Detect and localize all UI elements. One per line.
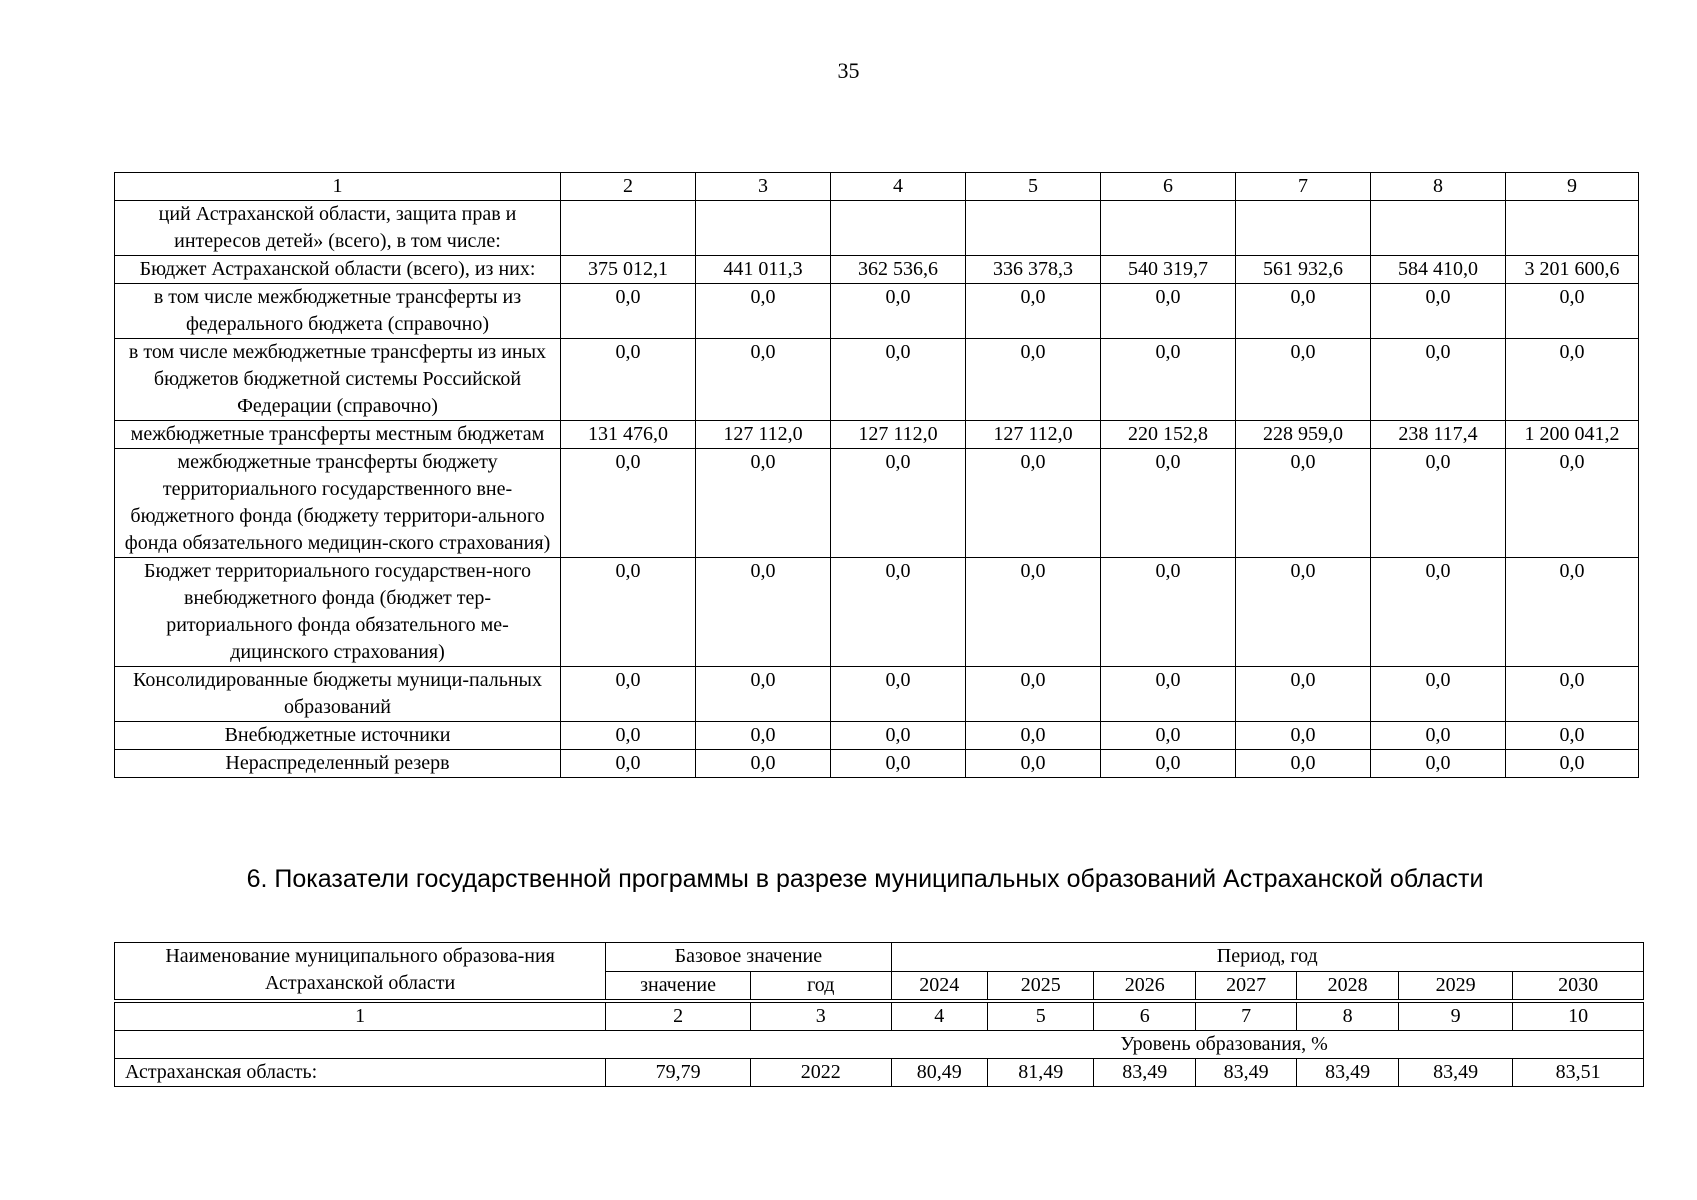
row-value: 228 959,0 bbox=[1236, 421, 1371, 449]
column-number-7: 7 bbox=[1195, 1003, 1296, 1031]
year-value: 80,49 bbox=[891, 1059, 987, 1087]
year-value: 83,49 bbox=[1398, 1059, 1513, 1087]
row-value: 441 011,3 bbox=[696, 256, 831, 284]
table-row bbox=[115, 449, 1639, 558]
year-header: 2030 bbox=[1513, 972, 1644, 1000]
row-label: Бюджет Астраханской области (всего), из них: bbox=[115, 256, 561, 284]
row-value: 0,0 bbox=[1506, 339, 1639, 421]
row-value: 0,0 bbox=[1371, 750, 1506, 778]
year-header: 2029 bbox=[1398, 972, 1513, 1000]
row-value: 127 112,0 bbox=[696, 421, 831, 449]
row-value: 1 200 041,2 bbox=[1506, 421, 1639, 449]
row-label: Внебюджетные источники bbox=[115, 722, 561, 750]
row-value: 0,0 bbox=[561, 667, 696, 722]
row-value: 0,0 bbox=[1236, 750, 1371, 778]
row-value: 0,0 bbox=[831, 449, 966, 558]
row-value: 0,0 bbox=[1101, 339, 1236, 421]
row-value: 0,0 bbox=[1101, 284, 1236, 339]
municipality-name: Астраханская область: bbox=[115, 1059, 606, 1087]
row-value: 0,0 bbox=[696, 284, 831, 339]
row-value: 0,0 bbox=[1236, 722, 1371, 750]
column-number-4: 4 bbox=[831, 173, 966, 201]
column-number-6: 6 bbox=[1094, 1003, 1195, 1031]
column-number-3: 3 bbox=[696, 173, 831, 201]
row-label: Консолидированные бюджеты муници-пальных образований bbox=[115, 667, 561, 722]
row-value: 0,0 bbox=[966, 558, 1101, 667]
column-number-2: 2 bbox=[561, 173, 696, 201]
year-header: 2024 bbox=[891, 972, 987, 1000]
year-header: 2027 bbox=[1195, 972, 1296, 1000]
row-value bbox=[831, 201, 966, 256]
row-label: межбюджетные трансферты бюджету территориального государственного вне-бюджетного фонда (бюджету территори-ального фонда обязательного медицин-ского страхования) bbox=[115, 449, 561, 558]
column-number-3: 3 bbox=[750, 1003, 891, 1031]
column-number-4: 4 bbox=[891, 1003, 987, 1031]
row-value: 127 112,0 bbox=[831, 421, 966, 449]
table-row bbox=[115, 421, 1639, 449]
table-row bbox=[115, 256, 1639, 284]
row-value: 0,0 bbox=[1506, 558, 1639, 667]
indicator-row: Уровень образования, % bbox=[115, 1031, 1644, 1059]
row-value bbox=[696, 201, 831, 256]
row-value: 0,0 bbox=[561, 339, 696, 421]
column-number-7: 7 bbox=[1236, 173, 1371, 201]
row-label: Бюджет территориального государствен-ного внебюджетного фонда (бюджет тер-риториального фонда обязательного ме-дицинского страхования) bbox=[115, 558, 561, 667]
period-header: Период, год bbox=[891, 943, 1643, 972]
row-value: 0,0 bbox=[966, 284, 1101, 339]
row-value: 0,0 bbox=[561, 284, 696, 339]
row-value: 0,0 bbox=[1236, 284, 1371, 339]
page-number: 35 bbox=[837, 58, 860, 83]
column-number-8: 8 bbox=[1371, 173, 1506, 201]
year-header: 2025 bbox=[987, 972, 1093, 1000]
row-value: 0,0 bbox=[966, 750, 1101, 778]
row-value bbox=[561, 201, 696, 256]
column-number-1: 1 bbox=[115, 1003, 606, 1031]
indicators-table bbox=[114, 942, 1644, 1087]
table-row bbox=[115, 284, 1639, 339]
row-value bbox=[1506, 201, 1639, 256]
row-value: 0,0 bbox=[561, 449, 696, 558]
row-value: 0,0 bbox=[1371, 667, 1506, 722]
row-value: 0,0 bbox=[1101, 667, 1236, 722]
row-value: 0,0 bbox=[1101, 449, 1236, 558]
row-value: 0,0 bbox=[696, 750, 831, 778]
row-value: 220 152,8 bbox=[1101, 421, 1236, 449]
row-value bbox=[966, 201, 1101, 256]
row-value bbox=[1101, 201, 1236, 256]
table-row bbox=[115, 1059, 1644, 1087]
funding-table bbox=[114, 172, 1639, 778]
row-value: 0,0 bbox=[696, 339, 831, 421]
column-number-9: 9 bbox=[1398, 1003, 1513, 1031]
row-value: 0,0 bbox=[831, 339, 966, 421]
year-value: 81,49 bbox=[987, 1059, 1093, 1087]
year-value: 83,49 bbox=[1297, 1059, 1398, 1087]
column-number-9: 9 bbox=[1506, 173, 1639, 201]
year-value: 83,49 bbox=[1195, 1059, 1296, 1087]
row-value: 3 201 600,6 bbox=[1506, 256, 1639, 284]
row-value: 0,0 bbox=[1236, 558, 1371, 667]
table-row bbox=[115, 722, 1639, 750]
row-value bbox=[1371, 201, 1506, 256]
row-value: 0,0 bbox=[1101, 558, 1236, 667]
column-number-2: 2 bbox=[606, 1003, 751, 1031]
row-value: 0,0 bbox=[1371, 339, 1506, 421]
row-label: в том числе межбюджетные трансферты из иных бюджетов бюджетной системы Российской Федерации (справочно) bbox=[115, 339, 561, 421]
row-value: 0,0 bbox=[561, 750, 696, 778]
row-value: 0,0 bbox=[1506, 667, 1639, 722]
row-label: ций Астраханской области, защита прав и интересов детей» (всего), в том числе: bbox=[115, 201, 561, 256]
row-value: 131 476,0 bbox=[561, 421, 696, 449]
row-value bbox=[1236, 201, 1371, 256]
row-value: 0,0 bbox=[696, 722, 831, 750]
row-value: 561 932,6 bbox=[1236, 256, 1371, 284]
table-row bbox=[115, 339, 1639, 421]
row-value: 0,0 bbox=[1506, 284, 1639, 339]
row-value: 0,0 bbox=[1371, 722, 1506, 750]
row-value: 0,0 bbox=[1101, 722, 1236, 750]
row-value: 0,0 bbox=[1371, 284, 1506, 339]
row-value: 0,0 bbox=[561, 558, 696, 667]
base-value: 79,79 bbox=[606, 1059, 751, 1087]
row-value: 0,0 bbox=[966, 722, 1101, 750]
row-value: 0,0 bbox=[966, 339, 1101, 421]
row-label: в том числе межбюджетные трансферты из федерального бюджета (справочно) bbox=[115, 284, 561, 339]
row-value: 0,0 bbox=[1236, 667, 1371, 722]
row-value: 0,0 bbox=[831, 558, 966, 667]
row-value: 0,0 bbox=[1236, 339, 1371, 421]
row-value: 0,0 bbox=[1236, 449, 1371, 558]
base-year: 2022 bbox=[750, 1059, 891, 1087]
row-value: 0,0 bbox=[561, 722, 696, 750]
row-value: 238 117,4 bbox=[1371, 421, 1506, 449]
column-number-6: 6 bbox=[1101, 173, 1236, 201]
base-value-subheader: значение bbox=[606, 972, 751, 1000]
year-value: 83,49 bbox=[1094, 1059, 1195, 1087]
row-value: 127 112,0 bbox=[966, 421, 1101, 449]
column-number-10: 10 bbox=[1513, 1003, 1644, 1031]
row-value: 0,0 bbox=[696, 449, 831, 558]
row-value: 0,0 bbox=[966, 449, 1101, 558]
column-number-1: 1 bbox=[115, 173, 561, 201]
row-value: 0,0 bbox=[1371, 558, 1506, 667]
municipality-name-header: Наименование муниципального образова-ния Астраханской области bbox=[115, 943, 606, 1000]
row-value: 0,0 bbox=[1506, 449, 1639, 558]
row-value: 0,0 bbox=[966, 667, 1101, 722]
row-value: 0,0 bbox=[831, 750, 966, 778]
row-value: 540 319,7 bbox=[1101, 256, 1236, 284]
row-value: 0,0 bbox=[1506, 722, 1639, 750]
year-header: 2028 bbox=[1297, 972, 1398, 1000]
section-title: 6. Показатели государственной программы в разрезе муниципальных образований Астраханской области bbox=[246, 865, 1484, 893]
row-label: межбюджетные трансферты местным бюджетам bbox=[115, 421, 561, 449]
row-value: 0,0 bbox=[1101, 750, 1236, 778]
row-value: 0,0 bbox=[831, 722, 966, 750]
column-number-5: 5 bbox=[987, 1003, 1093, 1031]
row-value: 336 378,3 bbox=[966, 256, 1101, 284]
table-row bbox=[115, 750, 1639, 778]
row-label: Нераспределенный резерв bbox=[115, 750, 561, 778]
row-value: 0,0 bbox=[696, 558, 831, 667]
table-row bbox=[115, 558, 1639, 667]
base-year-subheader: год bbox=[750, 972, 891, 1000]
table-row bbox=[115, 667, 1639, 722]
row-value: 584 410,0 bbox=[1371, 256, 1506, 284]
row-value: 362 536,6 bbox=[831, 256, 966, 284]
row-value: 0,0 bbox=[1506, 750, 1639, 778]
row-value: 0,0 bbox=[1371, 449, 1506, 558]
row-value: 0,0 bbox=[831, 667, 966, 722]
column-number-8: 8 bbox=[1297, 1003, 1398, 1031]
table-row bbox=[115, 201, 1639, 256]
row-value: 375 012,1 bbox=[561, 256, 696, 284]
year-value: 83,51 bbox=[1513, 1059, 1644, 1087]
column-number-5: 5 bbox=[966, 173, 1101, 201]
year-header: 2026 bbox=[1094, 972, 1195, 1000]
row-value: 0,0 bbox=[831, 284, 966, 339]
row-value: 0,0 bbox=[696, 667, 831, 722]
base-value-header: Базовое значение bbox=[606, 943, 891, 972]
